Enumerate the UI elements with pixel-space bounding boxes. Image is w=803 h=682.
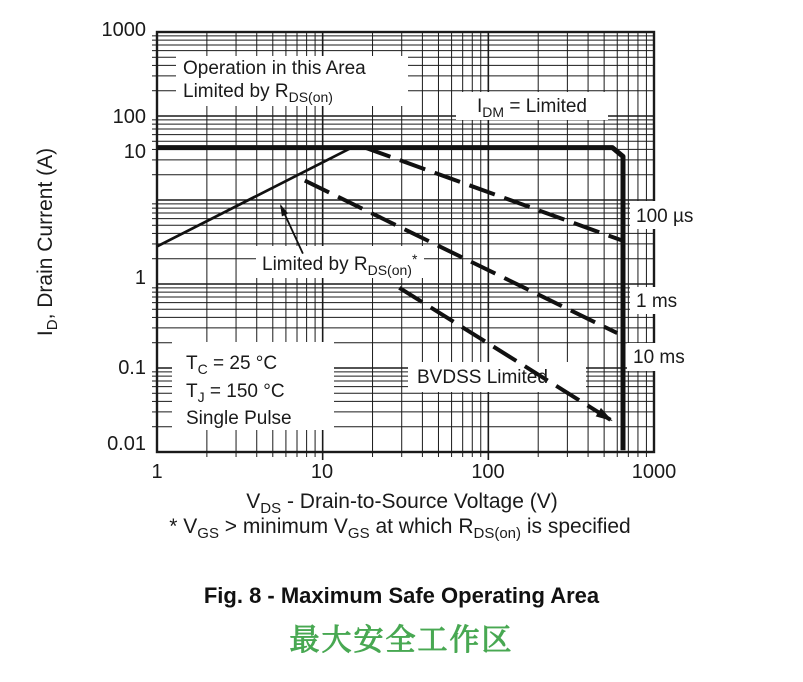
x-axis-title: $V_{DS}$ - Drain-to-Source Voltage (V) — [246, 490, 558, 517]
y-tick-1000: 1000 — [101, 19, 146, 41]
y-tick-0.1: 0.1 — [118, 357, 146, 379]
series-pulse-10ms — [399, 288, 611, 420]
y-tick-0.01: 0.01 — [107, 433, 146, 455]
x-tick-1: 1 — [151, 461, 163, 483]
y-tick-100: 100 — [112, 106, 146, 128]
operation-area-label-line2: Limited by $R_{DS(on)}$ — [183, 81, 333, 105]
y-tick-1: 1 — [134, 267, 146, 289]
footnote: * $V_{GS}$ > minimum $V_{GS}$ at which $R_{DS(on)}$ is specified — [169, 515, 631, 542]
bvdss-limited-label: BVDSS Limited — [417, 367, 548, 388]
series-pulse-100us — [365, 148, 622, 241]
condition-single-pulse: Single Pulse — [186, 408, 292, 429]
figure-caption: Fig. 8 - Maximum Safe Operating Area — [203, 583, 600, 608]
x-tick-1000: 1000 — [631, 461, 677, 483]
condition-tj: $T_J = 150$ °C — [186, 381, 285, 405]
y-tick-10: 10 — [123, 141, 146, 163]
pulse-label-100us: 100 µs — [636, 206, 694, 227]
pulse-label-1ms: 1 ms — [636, 291, 678, 312]
y-axis-title: $I_D$, Drain Current (A) — [34, 147, 61, 337]
x-tick-100: 100 — [471, 461, 505, 483]
pulse-label-10ms: 10 ms — [633, 347, 685, 368]
x-tick-10: 10 — [310, 461, 334, 483]
condition-tc: $T_C = 25$ °C — [186, 353, 278, 377]
limited-by-rdson-label: Limited by $R_{DS(on)}^*$ — [262, 251, 418, 278]
idm-limited-label: $I_{DM}$ = Limited — [477, 96, 587, 120]
operation-area-label-line1: Operation in this Area — [183, 58, 366, 79]
figure-caption-chinese: 最大安全工作区 — [289, 624, 514, 657]
